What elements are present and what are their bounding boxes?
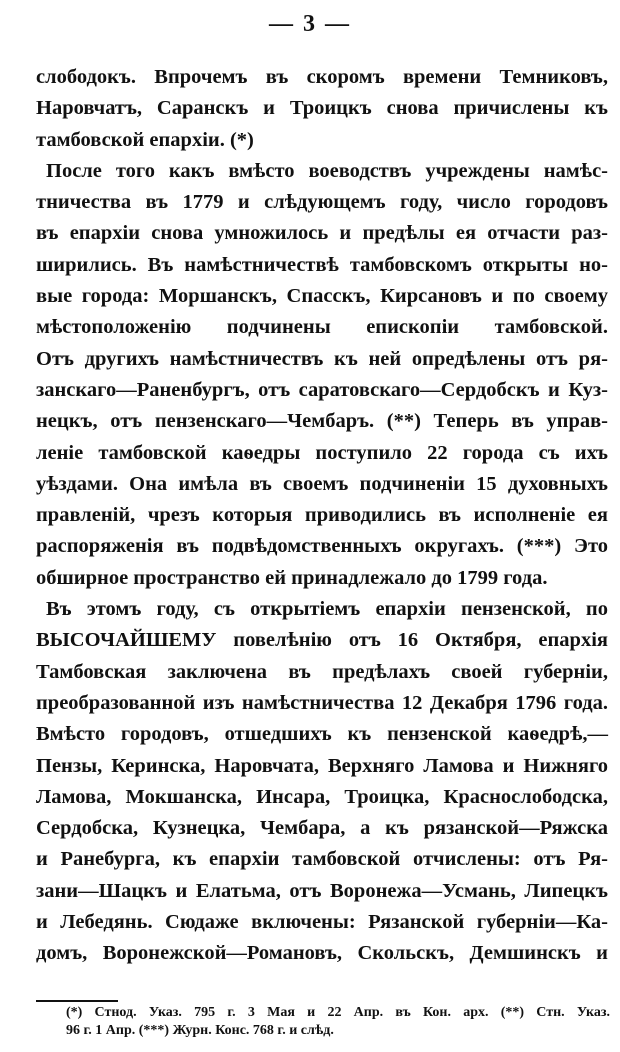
- text-line: нецкъ, отъ пензенскаго—Чембаръ. (**) Теперь въ управ-: [36, 410, 608, 433]
- text-line: слободокъ. Впрочемъ въ скоромъ времени Темниковъ,: [36, 66, 608, 88]
- text-line: домъ, Воронежской—Романовъ, Скольскъ, Демшинскъ и: [36, 942, 608, 965]
- text-line: въ епархіи снова умножилось и предѣлы ея отчасти раз-: [36, 222, 608, 245]
- footnote-line: (*) Стнод. Указ. 795 г. 3 Мая и 22 Апр. въ Кон. арх. (**) Стн. Указ.: [66, 1005, 610, 1020]
- footnotes: [66, 1004, 610, 1040]
- footnote-divider: [36, 1000, 118, 1002]
- text-line: преобразованной изъ намѣстничества 12 Декабря 1796 года.: [36, 691, 608, 714]
- text-line: правленій, чрезъ которыя приводились въ исполненіе ея: [36, 504, 608, 527]
- text-line: После того какъ вмѣсто воеводствъ учреждены намѣс-: [46, 159, 608, 182]
- text-line: и Лебедянь. Сюдаже включены: Рязанской губерніи—Ка-: [36, 911, 608, 934]
- text-line: вые города: Моршанскъ, Спасскъ, Кирсановъ и по своему: [36, 285, 608, 308]
- page-number: — 3 —: [269, 11, 351, 37]
- text-line: тничества въ 1779 и слѣдующемъ году, число городовъ: [36, 191, 608, 214]
- text-line: занскаго—Раненбургъ, отъ саратовскаго—Сердобскъ и Куз-: [36, 378, 608, 401]
- text-line: обширное пространство ей принадлежало до 1799 года.: [36, 566, 548, 589]
- text-line: Наровчатъ, Саранскъ и Троицкъ снова причислены къ: [36, 97, 608, 120]
- text-line: леніе тамбовской каѳедры поступило 22 города съ ихъ: [36, 441, 608, 464]
- text-line: Ламова, Мокшанска, Инсара, Троицка, Краснослободска,: [36, 785, 608, 808]
- text-line: Пензы, Керинска, Наровчата, Верхняго Ламова и Нижняго: [36, 754, 608, 777]
- text-line: Тамбовская заключена въ предѣлахъ своей губерніи,: [36, 660, 608, 683]
- text-line: мѣстоположенію подчинены епископіи тамбовской.: [36, 316, 608, 339]
- text-line: ширились. Въ намѣстничествѣ тамбовскомъ открыты но-: [36, 253, 608, 276]
- text-line: распоряженія въ подвѣдомственныхъ округахъ. (***) Это: [36, 535, 608, 558]
- footnote-line: 96 г. 1 Апр. (***) Журн. Конс. 768 г. и слѣд.: [66, 1023, 334, 1038]
- text-line: Отъ другихъ намѣстничествъ къ ней опредѣлены отъ ря-: [36, 347, 608, 370]
- text-line: Сердобска, Кузнецка, Чембара, а къ рязанской—Ряжска: [36, 817, 608, 840]
- text-line: и Ранебурга, къ епархіи тамбовской отчислены: отъ Ря-: [36, 848, 608, 871]
- text-line: тамбовской епархіи. (*): [36, 128, 254, 151]
- body-text: [36, 62, 608, 970]
- text-line: Въ этомъ году, съ открытіемъ епархіи пензенской, по: [46, 598, 608, 621]
- text-line: зани—Шацкъ и Елатьма, отъ Воронежа—Усмань, Липецкъ: [36, 879, 608, 902]
- text-line: уѣздами. Она имѣла въ своемъ подчиненіи 15 духовныхъ: [36, 472, 608, 495]
- text-line: ВЫСОЧАЙШЕМУ повелѣнію отъ 16 Октября, епархія: [36, 629, 608, 652]
- text-line: Вмѣсто городовъ, отшедшихъ къ пензенской каѳедрѣ,—: [36, 723, 608, 746]
